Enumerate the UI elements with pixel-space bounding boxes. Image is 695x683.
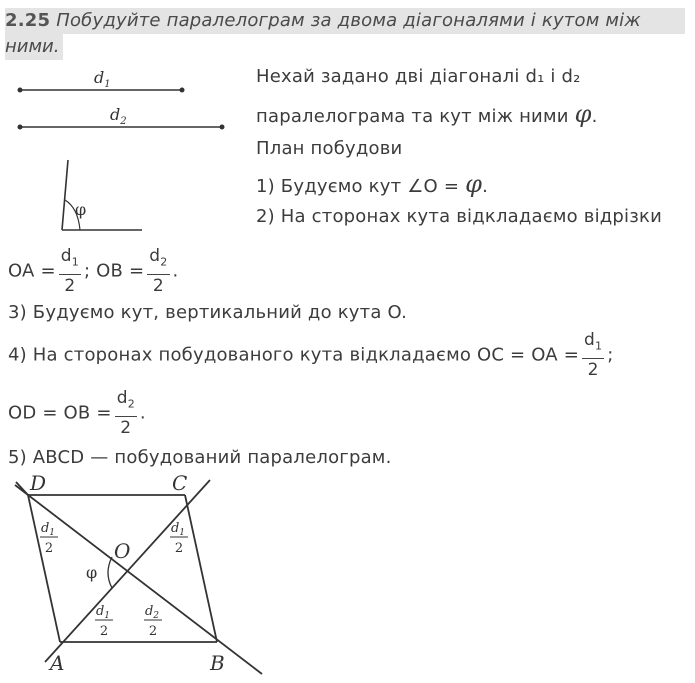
plan-heading: План побудови [256,138,403,159]
angle-ray-1 [62,160,68,230]
svg-text:d2 [110,105,127,127]
step-5: 5) ABCD — побудований паралелограм. [8,447,392,468]
formula1-end: . [172,260,179,282]
svg-text:d1 [94,68,111,90]
frac-sub: 1 [179,528,186,538]
problem-title [5,8,685,34]
figure-angle-label: φ [86,563,98,582]
svg-text:d1 [41,521,55,538]
step-2: 2) На сторонах кута відкладаємо відрізки [256,206,663,227]
problem-number: 2.25 [5,10,51,31]
frac-den: 2 [148,624,158,639]
fraction-d1-2 [582,330,604,381]
intro-line2-end: . [591,106,598,127]
given-angle-label: φ [75,200,87,219]
step-4 [8,330,613,381]
fraction-d2-2 [115,388,137,439]
phi-symbol: φ [465,170,483,198]
intro-line2-text: паралелограма та кут між ними [256,106,575,127]
d2-label: d [110,105,121,124]
frac-den: 2 [152,276,164,297]
center-o-label: O [114,539,131,563]
frac-num: d [116,388,128,408]
frac-num: d [40,521,50,536]
step-1-text: 1) Будуємо кут ∠O = [256,176,466,197]
frac-sub: 2 [160,255,168,269]
frac-sub: 1 [104,611,111,621]
diagonal-db-line [15,485,262,674]
frac-sub: 2 [127,397,135,411]
frac-num: d [95,604,105,619]
frac-den: 2 [174,541,184,556]
step-4-end: ; [607,344,614,366]
svg-text:d1 [96,604,110,621]
step-1 [256,170,488,198]
vertex-b-label: B [210,651,225,675]
formula2-end: . [139,402,146,424]
frac-den: 2 [64,276,76,297]
angle-arc-o [108,557,112,588]
vertex-a-label: A [50,651,65,675]
intro-line1: Нехай задано дві діагоналі d₁ і d₂ [256,66,581,87]
frac-sub: 1 [49,528,56,538]
d1-label: d [94,68,105,87]
step-4-text: 4) На сторонах побудованого кута відкладаємо OC = OA = [8,344,580,366]
vertex-d-label: D [30,471,47,495]
frac-den: 2 [587,360,599,381]
vertex-c-label: C [172,471,188,495]
frac-num: d [584,330,596,350]
side-da [28,495,60,642]
fraction-d1-2 [59,246,81,297]
od-label: OD = OB = [8,402,112,424]
parallelogram-figure [0,470,300,682]
frac-den: 2 [99,624,109,639]
step-3: 3) Будуємо кут, вертикальний до кута O. [8,302,408,323]
frac-num: d [60,246,72,266]
extension-a [16,482,28,495]
formula-od-ob [8,388,146,439]
phi-symbol: φ [574,100,592,128]
intro-line2 [256,100,598,128]
fraction-d2-2 [147,246,169,297]
frac-den: 2 [44,541,54,556]
d2-sub: 2 [120,116,127,127]
step-1-end: . [482,176,488,197]
svg-text:d1 [171,521,185,538]
side-cb [185,495,217,642]
problem-title-line1: Побудуйте паралелограм за двома діагоналями і кутом між [56,10,641,31]
frac-den: 2 [120,418,132,439]
formula-oa-ob [8,246,178,297]
ob-label: ; OB = [83,260,145,282]
problem-title-line2: ними. [5,34,63,60]
frac-num: d [149,246,161,266]
oa-label: OA = [8,260,56,282]
frac-sub: 1 [595,339,603,353]
frac-sub: 2 [153,611,160,621]
d1-sub: 1 [104,79,111,90]
frac-num: d [144,604,154,619]
given-elements-figure [10,60,230,240]
frac-sub: 1 [71,255,79,269]
frac-num: d [170,521,180,536]
svg-text:d2 [145,604,159,621]
